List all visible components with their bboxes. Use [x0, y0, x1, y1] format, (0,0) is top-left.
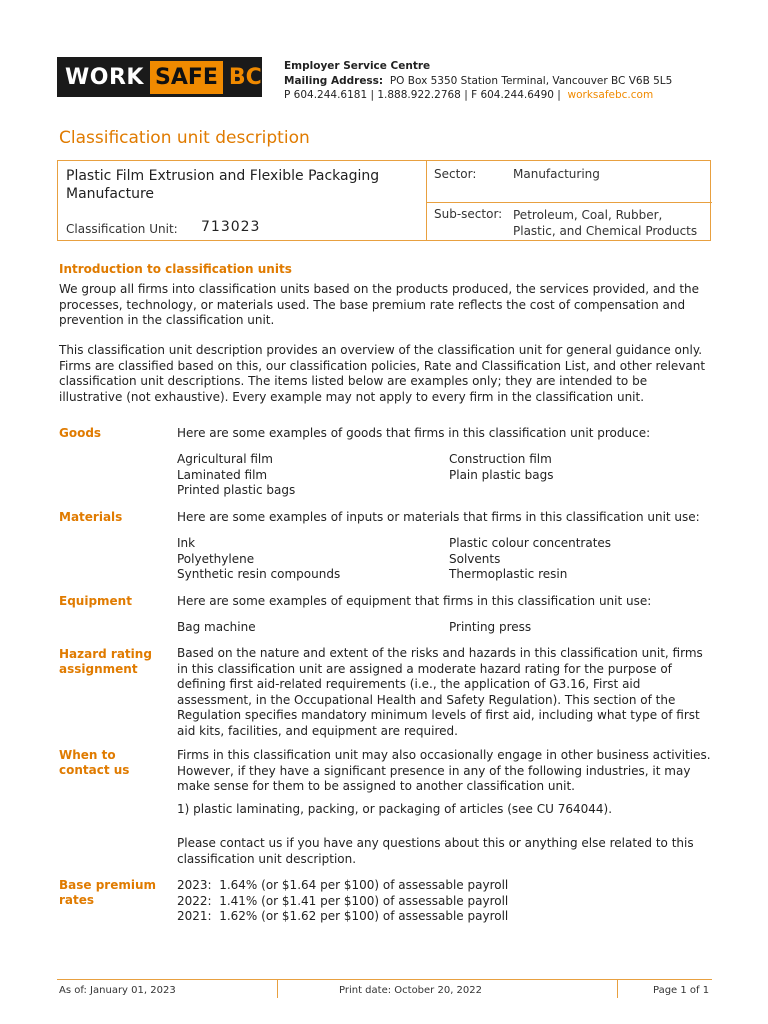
- classification-unit-label: Classification Unit:: [66, 222, 178, 236]
- materials-list-col1: [177, 536, 340, 583]
- goods-heading: Goods: [59, 426, 102, 440]
- subsector-value: Petroleum, Coal, Rubber, Plastic, and Chemical Products: [513, 208, 698, 238]
- materials-heading: Materials: [59, 510, 123, 524]
- footer-print-date: Print date: October 20, 2022: [339, 985, 483, 996]
- list-item: Printing press: [449, 620, 532, 634]
- list-item: Synthetic resin compounds: [177, 567, 341, 581]
- classification-unit-name: Plastic Film Extrusion and Flexible Packaging Manufacture: [66, 168, 380, 202]
- goods-list-col2: [449, 452, 554, 483]
- centre-title: Employer Service Centre: [284, 60, 431, 72]
- list-item: Thermoplastic resin: [449, 567, 568, 581]
- rate-line: 2023: 1.64% (or $1.64 per $100) of assessable payroll: [177, 878, 509, 892]
- website-link[interactable]: worksafebc.com: [567, 89, 654, 101]
- materials-list-col2: [449, 536, 611, 583]
- list-item: Bag machine: [177, 620, 256, 634]
- table-divider-vertical: [426, 161, 427, 240]
- phone-numbers: P 604.244.6181 | 1.888.922.2768 | F 604.244.6490 |: [284, 89, 561, 101]
- contact-heading-line1: When to: [59, 748, 116, 762]
- contact-heading-line2: contact us: [59, 763, 130, 777]
- page-title: Classification unit description: [59, 128, 310, 148]
- footer-divider: [57, 979, 712, 980]
- rates-heading-line1: Base premium: [59, 878, 157, 892]
- intro-paragraph-2: This classification unit description provides an overview of the classification unit for general guidance only. Firms are classified based on this, our classification policies, Rate and Classification List, and other relevant classification unit descriptions. The items listed below are examples only; they are intended to be illustrative (not exhaustive). Every example may not apply to every firm in the classification unit.: [59, 343, 706, 404]
- equipment-intro: Here are some examples of equipment that firms in this classification unit use:: [177, 594, 652, 608]
- classification-table: [57, 160, 711, 241]
- list-item: Solvents: [449, 551, 501, 566]
- rate-line: 2021: 1.62% (or $1.62 per $100) of assessable payroll: [177, 909, 509, 923]
- equipment-heading: Equipment: [59, 594, 132, 608]
- hazard-heading-line1: Hazard rating: [59, 647, 152, 661]
- mailing-address: PO Box 5350 Station Terminal, Vancouver BC V6B 5L5: [389, 74, 673, 87]
- equipment-list-col1: [177, 620, 256, 636]
- hazard-text: Based on the nature and extent of the risks and hazards in this classification unit, firms in this classification unit are assigned a moderate hazard rating for the purpose of defining first aid-related requirements (i.e., the application of G3.16, First aid assessment, in the Occupational Health and Safety Regulation). This section of the Regulation specifies mandatory minimum levels of first aid, including what type of first aid kits, facilities, and equipment are required.: [177, 646, 703, 738]
- equipment-list-col2: [449, 620, 531, 636]
- contact-text: Firms in this classification unit may also occasionally engage in other business activities. However, if they have a significant presence in any of the following industries, it may make sense for them to be assigned to another classification unit.: [177, 748, 711, 793]
- footer-separator: [277, 979, 278, 998]
- rate-line: 2022: 1.41% (or $1.41 per $100) of assessable payroll: [177, 893, 509, 908]
- logo-word-safe: SAFE: [150, 61, 223, 94]
- list-item: Printed plastic bags: [177, 483, 296, 497]
- employer-service-centre-block: [284, 59, 672, 103]
- list-item: Plastic colour concentrates: [449, 536, 612, 550]
- goods-intro: Here are some examples of goods that firms in this classification unit produce:: [177, 426, 651, 440]
- contact-heading: [59, 748, 169, 778]
- list-item: Polyethylene: [177, 551, 255, 566]
- list-item: Laminated film: [177, 467, 268, 482]
- list-item: Construction film: [449, 452, 552, 466]
- rates-heading-line2: rates: [59, 893, 95, 907]
- hazard-heading: [59, 647, 169, 677]
- intro-heading: Introduction to classification units: [59, 262, 292, 276]
- contact-item: 1) plastic laminating, packing, or packaging of articles (see CU 764044).: [177, 802, 613, 816]
- list-item: Plain plastic bags: [449, 467, 554, 482]
- table-divider-horizontal: [426, 202, 712, 203]
- rates-list: [177, 878, 712, 925]
- intro-paragraph-1: We group all firms into classification units based on the products produced, the services provided, and the processes, technology, or materials used. The base premium rate reflects the cost of compensation and prevention in the classification unit.: [59, 282, 700, 327]
- mailing-label: Mailing Address:: [284, 74, 384, 87]
- list-item: Agricultural film: [177, 452, 273, 466]
- sector-label: Sector:: [434, 167, 477, 181]
- worksafebc-logo[interactable]: [57, 57, 262, 97]
- rates-heading: [59, 878, 169, 908]
- logo-word-bc: BC: [228, 64, 262, 90]
- sector-value: Manufacturing: [513, 167, 600, 181]
- footer-separator: [617, 979, 618, 998]
- goods-list-col1: [177, 452, 295, 499]
- subsector-label: Sub-sector:: [434, 207, 503, 221]
- footer-page-number: Page 1 of 1: [653, 985, 710, 996]
- hazard-heading-line2: assignment: [59, 662, 138, 676]
- materials-intro: Here are some examples of inputs or materials that firms in this classification unit use:: [177, 510, 700, 524]
- classification-unit-number: 713023: [201, 219, 261, 235]
- logo-word-work: WORK: [65, 64, 144, 90]
- footer-as-of: As of: January 01, 2023: [59, 985, 176, 996]
- list-item: Ink: [177, 536, 196, 550]
- contact-text-2: Please contact us if you have any questions about this or anything else related to this classification unit description.: [177, 836, 694, 866]
